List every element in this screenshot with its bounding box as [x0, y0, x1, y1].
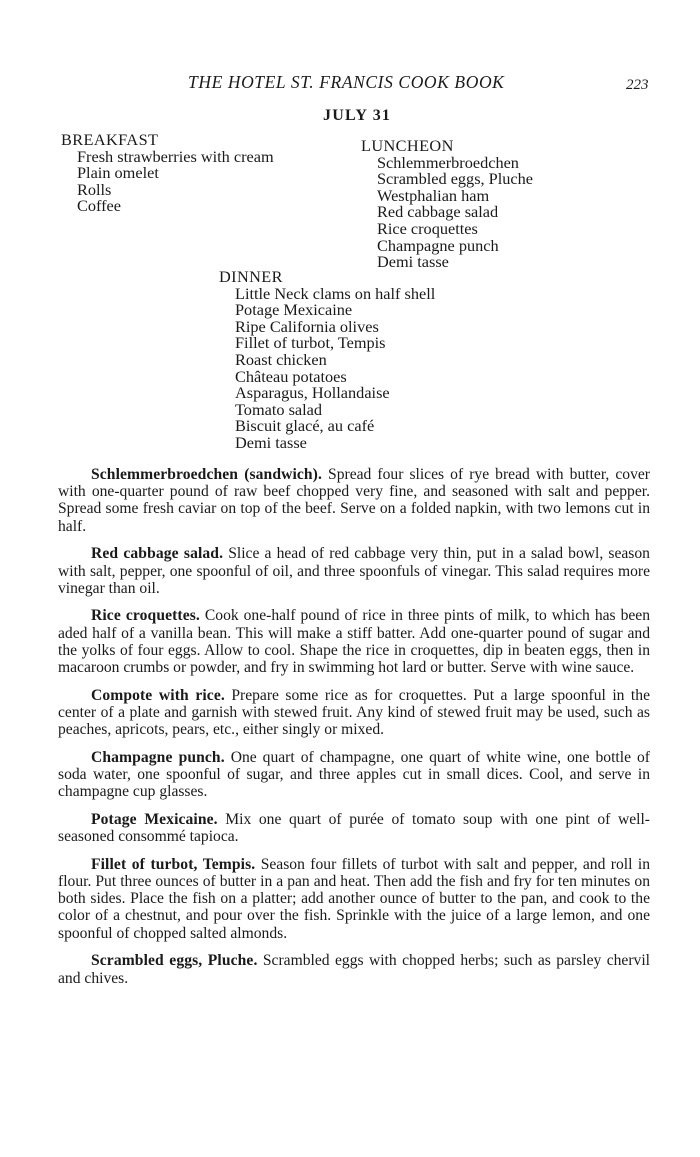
recipe-title: Champagne punch. [91, 748, 225, 766]
recipe-paragraph [58, 545, 650, 597]
recipe-text: Season four fillets of turbot with salt and pepper, and roll in flour. Put three ounces of butter in a pan and heat. Then add the fish and fry for ten minutes on both sides. Place the fish on a platter; add another ounce of butter to the pan, and cook to the color of a chestnut, and pour over the fish. Sprinkle with the juice of a large lemon, and one spoonful of chopped salted almonds. [58, 855, 650, 942]
menu-item: Rolls [77, 179, 112, 199]
luncheon-title: LUNCHEON [361, 136, 454, 155]
luncheon-items [361, 152, 533, 272]
menu-item: Little Neck clams on half shell [235, 283, 436, 303]
recipe-text: Cook one-half pound of rice in three pints of milk, to which has been aded half of a vanilla bean. This will make a stiff batter. Add one-quarter pound of sugar and the yolks of four eggs. Allow to cool. Shape the rice in croquettes, dip in beaten eggs, then in macaroon crumbs or powder, and fry in swimming hot lard or butter. Serve with wine sauce. [58, 607, 650, 677]
recipe-text: Prepare some rice as for croquettes. Put a large spoonful in the center of a plate and garnish with stewed fruit. Any kind of stewed fruit may be used, such as peaches, apricots, pears, etc., either singly or mixed. [58, 686, 650, 739]
menu-item: Tomato salad [235, 399, 323, 419]
breakfast-items [61, 146, 274, 216]
menu-item: Demi tasse [235, 432, 307, 452]
dinner-title: DINNER [219, 267, 283, 286]
recipe-paragraph [58, 687, 650, 739]
recipe-text: Mix one quart of purée of tomato soup with one pint of well-seasoned consommé tapioca. [58, 810, 650, 846]
recipe-text: Slice a head of red cabbage very thin, put in a salad bowl, season with salt, pepper, one spoonful of oil, and three spoonfuls of vinegar. This salad requires more vinegar than oil. [58, 545, 650, 597]
dinner-menu [219, 269, 435, 452]
menu-item: Demi tasse [377, 252, 449, 272]
recipe-paragraph [58, 607, 650, 676]
breakfast-menu [61, 132, 274, 215]
recipe-list [58, 466, 650, 997]
breakfast-title: BREAKFAST [61, 130, 159, 149]
menu-item: Ripe California olives [235, 316, 379, 336]
menu-item: Scrambled eggs, Pluche [377, 169, 533, 189]
recipe-title: Compote with rice. [91, 686, 225, 704]
recipe-title: Rice croquettes. [91, 607, 200, 625]
recipe-paragraph [58, 952, 650, 986]
menu-date: JULY 31 [323, 107, 392, 124]
recipe-text: One quart of champagne, one quart of white wine, one bottle of soda water, one spoonful of sugar, and three apples cut in small dices. Cool, and serve in champagne cup glasses. [58, 748, 650, 801]
menu-item: Rice croquettes [377, 218, 478, 238]
menu-item: Potage Mexicaine [235, 300, 353, 320]
menu-item: Roast chicken [235, 349, 327, 369]
luncheon-menu [361, 138, 533, 271]
recipe-paragraph [58, 811, 650, 845]
recipe-title: Potage Mexicaine. [91, 810, 218, 828]
dinner-items [219, 283, 436, 452]
menu-item: Red cabbage salad [377, 202, 499, 222]
menu-item: Fresh strawberries with cream [77, 146, 274, 166]
recipe-paragraph [58, 466, 650, 535]
recipe-text: Scrambled eggs with chopped herbs; such as parsley chervil and chives. [58, 952, 650, 987]
recipe-title: Scrambled eggs, Pluche. [91, 952, 258, 970]
recipe-paragraph [58, 749, 650, 801]
recipe-title: Schlemmerbroedchen (sandwich). [91, 466, 322, 483]
menu-item: Biscuit glacé, au café [235, 416, 375, 436]
page-number: 223 [626, 77, 649, 93]
menu-item: Plain omelet [77, 163, 159, 183]
menu-item: Château potatoes [235, 366, 347, 386]
recipe-paragraph [58, 856, 650, 942]
menu-item: Coffee [77, 196, 122, 216]
recipe-text: Spread four slices of rye bread with butter, cover with one-quarter pound of raw beef chopped very fine, and seasoned with salt and pepper. Spread some fresh caviar on top of the beef. Serve on a folded napkin, with two lemons cut in half. [58, 466, 650, 535]
menu-item: Fillet of turbot, Tempis [235, 333, 386, 353]
menu-item: Westphalian ham [377, 185, 490, 205]
running-title: THE HOTEL ST. FRANCIS COOK BOOK [188, 72, 505, 92]
recipe-title: Fillet of turbot, Tempis. [91, 855, 256, 873]
menu-item: Asparagus, Hollandaise [235, 383, 390, 403]
menu-item: Champagne punch [377, 235, 499, 255]
menu-item: Schlemmerbroedchen [377, 152, 519, 172]
recipe-title: Red cabbage salad. [91, 545, 224, 563]
